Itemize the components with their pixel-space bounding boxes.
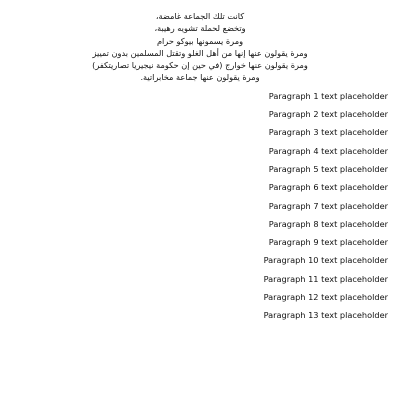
header-block: [12, 10, 388, 84]
body-paragraph: Paragraph 4 text placeholder: [268, 145, 388, 156]
body-paragraph: Paragraph 12 text placeholder: [263, 292, 388, 303]
body-paragraph: Paragraph 6 text placeholder: [268, 182, 388, 193]
body-paragraph: Paragraph 13 text placeholder: [263, 310, 388, 321]
body-paragraph: Paragraph 7 text placeholder: [268, 200, 388, 211]
header-line: ومرة يسمونها بيوكو حرام: [156, 35, 244, 46]
header-line: ومرة يقولون عنها خوارج (في حين إن حكومة نيجيريا تصاريتكفر): [92, 60, 308, 71]
header-line: وتخضع لحملة تشويه رهيبة،: [154, 23, 246, 34]
body-paragraph: Paragraph 8 text placeholder: [268, 218, 388, 229]
header-line: ومرة يقولون عنها إنها من أهل الغلو وتقتل المسلمين بدون تمييز: [92, 47, 308, 58]
body-paragraph: Paragraph 10 text placeholder: [263, 255, 388, 266]
body-paragraph: Paragraph 9 text placeholder: [268, 237, 388, 248]
header-line: ومرة يقولون عنها جماعة مخابراتية.: [140, 72, 260, 83]
body-paragraph: Paragraph 5 text placeholder: [268, 163, 388, 174]
body-paragraph: Paragraph 2 text placeholder: [268, 109, 388, 120]
body-paragraph: Paragraph 11 text placeholder: [263, 273, 388, 284]
header-line: كانت تلك الجماعة غامضة،: [155, 11, 245, 21]
body-paragraph: Paragraph 1 text placeholder: [268, 90, 388, 101]
body-paragraph: Paragraph 3 text placeholder: [268, 127, 388, 138]
